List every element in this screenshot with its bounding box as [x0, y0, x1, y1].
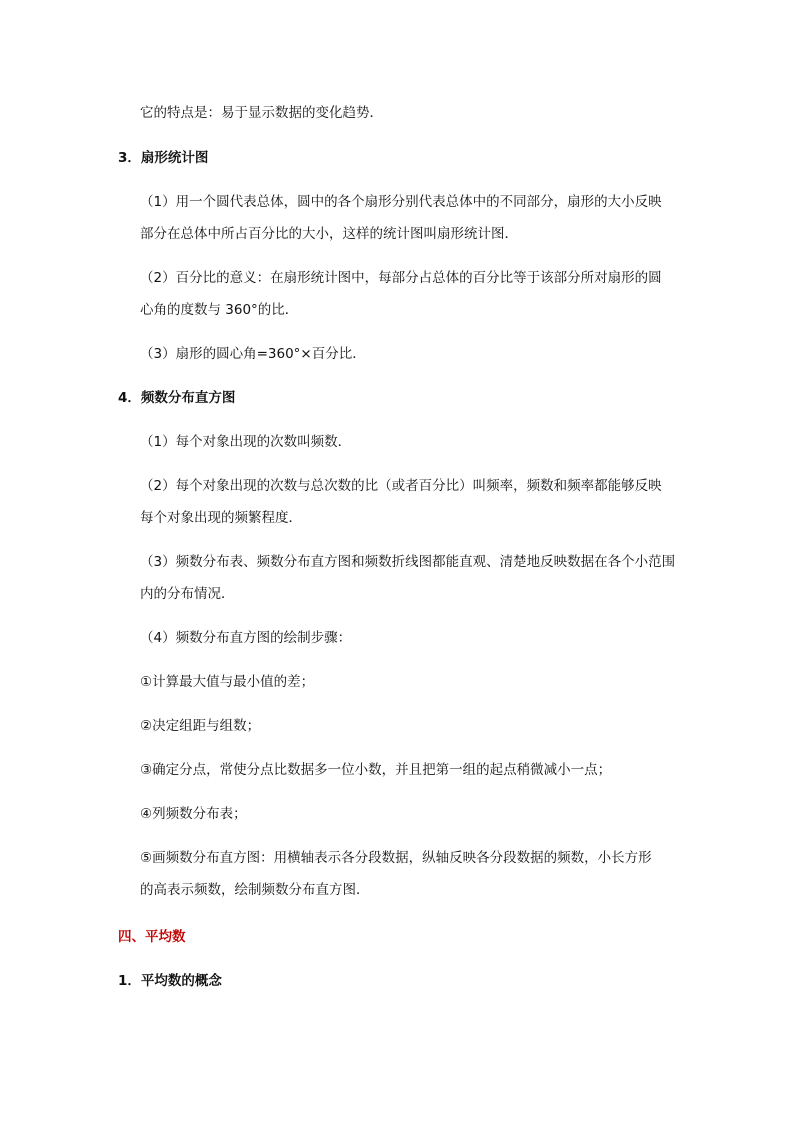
histogram-step-4: ④列频数分布表；: [140, 806, 247, 822]
histogram-p1: （1）每个对象出现的次数叫频数．: [140, 434, 352, 450]
histogram-p4: （4）频数分布直方图的绘制步骤：: [140, 630, 352, 646]
histogram-heading: 4．频数分布直方图: [118, 390, 236, 406]
histogram-step-1: ①计算最大值与最小值的差；: [140, 674, 315, 690]
pie-chart-p1-line1: （1）用一个圆代表总体，圆中的各个扇形分别代表总体中的不同部分，扇形的大小反映: [140, 194, 662, 210]
histogram-step-2: ②决定组距与组数；: [140, 718, 261, 734]
histogram-p2-line2: 每个对象出现的频繁程度．: [140, 510, 302, 526]
histogram-step-3: ③确定分点，常使分点比数据多一位小数，并且把第一组的起点稍微减小一点；: [140, 762, 612, 778]
average-section-heading: 四、平均数: [118, 929, 186, 945]
histogram-step-5-line1: ⑤画频数分布直方图：用横轴表示各分段数据，纵轴反映各分段数据的频数，小长方形: [140, 850, 652, 866]
line-chart-feature-text: 它的特点是：易于显示数据的变化趋势．: [140, 105, 383, 121]
histogram-p3-line2: 内的分布情况．: [140, 586, 235, 602]
histogram-p2-line1: （2）每个对象出现的次数与总次数的比（或者百分比）叫频率，频数和频率都能够反映: [140, 478, 662, 494]
pie-chart-p2-line1: （2）百分比的意义：在扇形统计图中，每部分占总体的百分比等于该部分所对扇形的圆: [140, 270, 662, 286]
pie-chart-p2-line2: 心角的度数与 360°的比．: [140, 302, 299, 318]
histogram-step-5-line2: 的高表示频数，绘制频数分布直方图．: [140, 882, 370, 898]
pie-chart-p3: （3）扇形的圆心角=360°×百分比．: [140, 346, 366, 362]
histogram-p3-line1: （3）频数分布表、频数分布直方图和频数折线图都能直观、清楚地反映数据在各个小范围: [140, 554, 676, 570]
average-concept-heading: 1．平均数的概念: [118, 973, 222, 989]
pie-chart-heading: 3．扇形统计图: [118, 150, 209, 166]
pie-chart-p1-line2: 部分在总体中所占百分比的大小，这样的统计图叫扇形统计图．: [140, 226, 518, 242]
